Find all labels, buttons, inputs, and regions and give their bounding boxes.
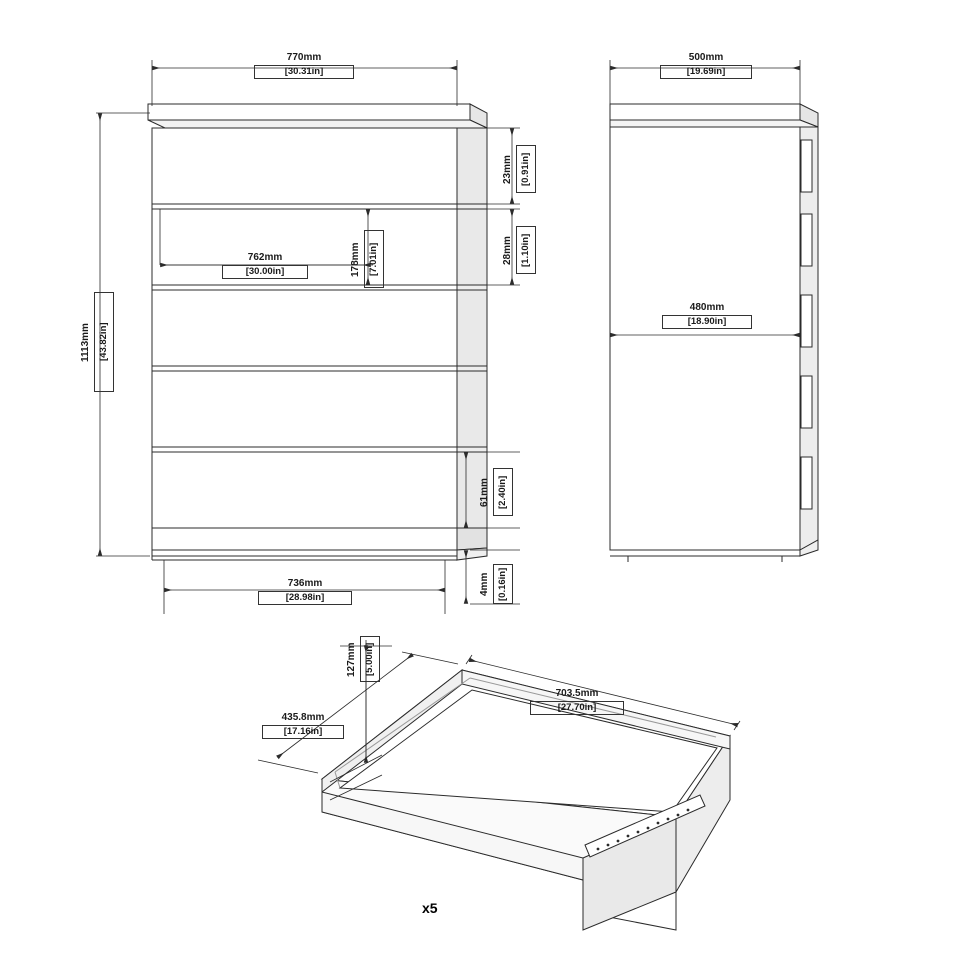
dim-overall-height: 1113mm [43.82in] <box>78 292 114 392</box>
dim-drawer-box-depth: 435.8mm [17.16in] <box>262 712 344 739</box>
dim-drawer-box-height: 127mm [5.00in] <box>344 636 380 682</box>
drawer-quantity-label: x5 <box>422 900 438 916</box>
side-elevation-geometry <box>610 104 818 562</box>
dim-inner-depth: 480mm [18.90in] <box>662 302 752 329</box>
dim-base-clearance: 4mm [0.16in] <box>477 564 513 604</box>
dim-drawer-box-width: 703.5mm [27.70in] <box>530 688 624 715</box>
dim-overall-depth: 500mm [19.69in] <box>660 52 752 79</box>
dim-second-gap: 28mm [1.10in] <box>500 226 536 274</box>
dim-plinth-height: 61mm [2.40in] <box>477 468 513 516</box>
dim-drawer-front-height: 178mm [7.01in] <box>348 230 384 288</box>
front-elevation-geometry <box>148 104 487 560</box>
dim-base-width: 736mm [28.98in] <box>258 578 352 605</box>
dim-drawer-front-width: 762mm [30.00in] <box>222 252 308 279</box>
dim-top-gap: 23mm [0.91in] <box>500 145 536 193</box>
drawer-detail-geometry <box>322 670 730 930</box>
dim-overall-width: 770mm [30.31in] <box>254 52 354 79</box>
